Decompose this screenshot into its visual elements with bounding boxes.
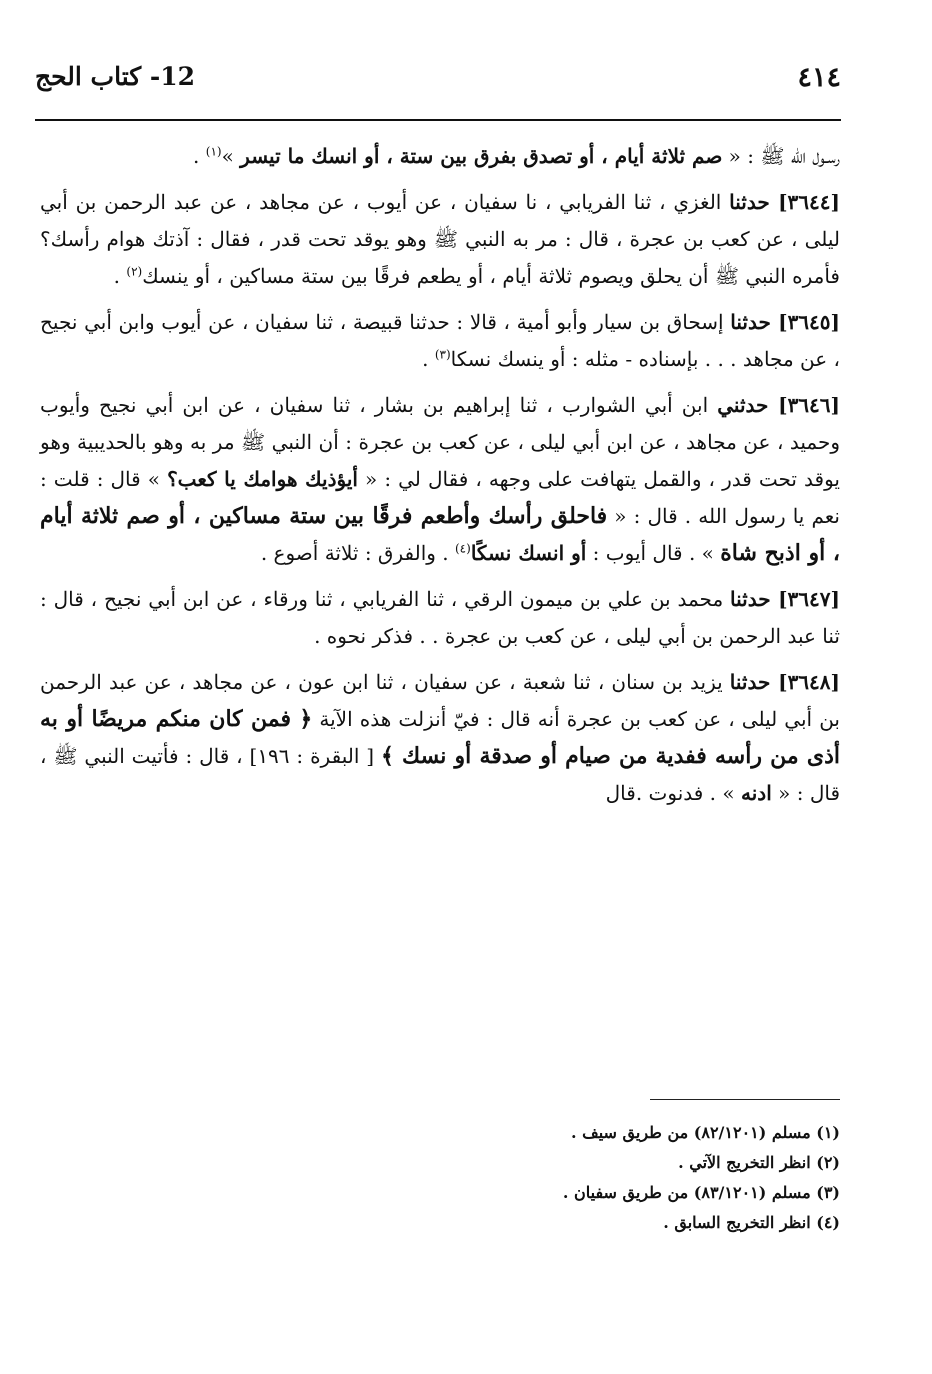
text-segment: » — [221, 144, 241, 168]
text-segment: حدثنا — [729, 670, 771, 694]
text-segment: ادنه — [741, 781, 772, 805]
footnote-rule — [650, 1099, 840, 1100]
paragraph-continuation — [40, 138, 840, 175]
main-text — [40, 138, 840, 818]
text-segment: حدثنا — [730, 310, 771, 334]
text-segment: . — [422, 347, 435, 371]
text-segment: . — [193, 144, 206, 168]
text-segment: [٣٦٤٤] — [769, 190, 840, 214]
footnote-3: (٣) مسلم (٨٣/١٢٠١) من طريق سفيان . — [562, 1183, 840, 1202]
text-segment: صم ثلاثة أيام ، أو تصدق بفرق بين ستة ، أو انسك ما تيسر — [240, 144, 723, 168]
text-segment: [٣٦٤٥] — [770, 310, 840, 334]
text-segment: . والفرق : ثلاثة أصوع . — [260, 541, 455, 565]
text-segment: محمد بن علي بن ميمون الرقي ، ثنا الفريابي ، ثنا ورقاء ، عن ابن أبي نجيح ، قال : ثنا عبد الرحمن بن أبي ليلى ، عن كعب بن عجرة . . فذكر نحوه . — [40, 587, 840, 648]
text-segment: فاحلق رأسك وأطعم فرقًا بين ستة مساكين ، أو صم ثلاثة أيام ، أو اذبح شاة — [40, 503, 840, 566]
text-segment: [٣٦٤٧] — [770, 587, 840, 611]
footnote-ref: (٤) — [454, 541, 471, 556]
footnotes — [90, 1118, 840, 1238]
footnote-ref: (١) — [205, 144, 222, 159]
page-header — [35, 62, 841, 104]
chapter-title: 12- كتاب الحج — [35, 62, 196, 91]
hadith-3648 — [40, 664, 840, 812]
footnote-2: (٢) انظر التخريج الآتي . — [678, 1153, 840, 1172]
text-segment: حدثنا — [729, 190, 770, 214]
text-segment: [ البقرة : ١٩٦] ، قال : فأتيت النبي ﷺ ، قال : « — [40, 744, 840, 805]
page-number: ٤١٤ — [797, 62, 841, 93]
text-segment: [٣٦٤٦] — [768, 393, 840, 417]
text-segment: » قال : قلت : نعم يا رسول الله . قال : « — [40, 467, 840, 528]
text-segment: » . قال أيوب : — [586, 541, 721, 565]
text-segment: إسحاق بن سيار وأبو أمية ، قالا : حدثنا قبيصة ، ثنا سفيان ، عن أيوب وابن أبي نجيح ، عن مجاهد . . . بإسناده - مثله : أو ينسك نسكا — [40, 310, 840, 371]
text-segment: أيؤذيك هوامك يا كعب؟ — [167, 467, 358, 491]
hadith-3647 — [40, 581, 840, 655]
hadith-3646 — [40, 387, 840, 572]
text-segment: ﴿ فمن كان منكم مريضًا أو به أذى من رأسه ففدية من صيام أو صدقة أو نسك ﴾ — [40, 706, 840, 769]
text-segment: » . فدنوت .قال — [605, 781, 741, 805]
text-segment: الغزي ، ثنا الفريابي ، نا سفيان ، عن أيوب ، عن مجاهد ، عن عبد الرحمن بن أبي ليلى ، عن كعب بن عجرة ، قال : مر به النبي ﷺ وهو يوقد تحت قدر ، فقال : آذتك هوام رأسك؟ فأمره النبي ﷺ أن يحلق ويصوم ثلاثة أيام ، أو يطعم فرقًا بين ستة مساكين ، أو ينسك — [40, 190, 840, 288]
hadith-3645 — [40, 304, 840, 378]
footnote-ref: (٢) — [126, 264, 143, 279]
text-segment: أو انسك نسكًا — [470, 541, 587, 565]
hadith-3644 — [40, 184, 840, 295]
text-segment: حدثني — [717, 393, 769, 417]
footnote-1: (١) مسلم (٨٢/١٢٠١) من طريق سيف . — [571, 1123, 840, 1142]
header-rule — [35, 119, 841, 121]
text-segment: ابن أبي الشوارب ، ثنا إبراهيم بن بشار ، ثنا سفيان ، عن ابن أبي نجيح وأيوب وحميد ، عن مجاهد ، عن ابن أبي ليلى ، عن كعب بن عجرة : أن النبي ﷺ مر به وهو بالحديبية وهو يوقد تحت قدر ، والقمل يتهافت على وجهه ، فقال لي : « — [40, 393, 840, 491]
text-segment: حدثنا — [730, 587, 771, 611]
footnote-ref: (٣) — [434, 347, 451, 362]
text-segment: رسـول الله ﷺ : « — [722, 144, 840, 168]
footnote-4: (٤) انظر التخريج السابق . — [663, 1213, 840, 1232]
text-segment: يزيد بن سنان ، ثنا شعبة ، عن سفيان ، ثنا ابن عون ، عن مجاهد ، عن عبد الرحمن بن أبي ليلى ، عن كعب بن عجرة أنه قال : فيّ أنزلت هذه الآية — [40, 670, 840, 731]
text-segment: . — [113, 264, 127, 288]
text-segment: [٣٦٤٨] — [770, 670, 840, 694]
